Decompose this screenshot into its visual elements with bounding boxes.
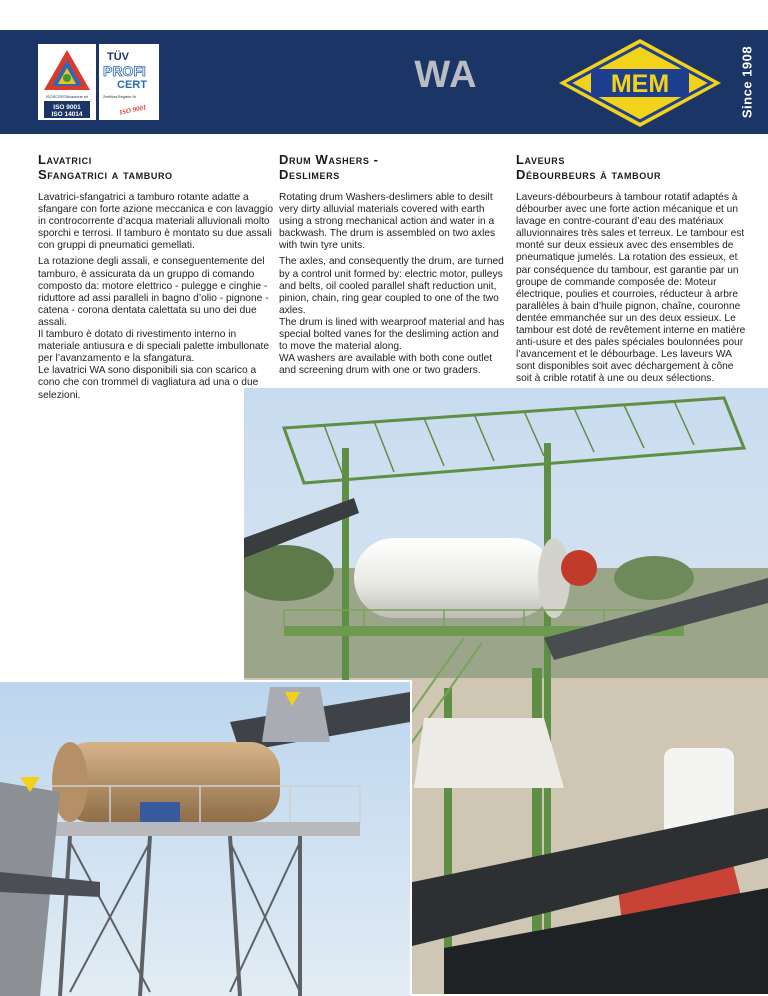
profi-text: PROFI (103, 63, 146, 79)
tuv-register-text: Zertifikat-Register-Nr (103, 95, 137, 99)
drum-washer-installation-photo (0, 680, 412, 996)
iso-certification-logo (38, 44, 96, 120)
since-1908-label: Since 1908 (739, 45, 755, 119)
english-paragraph: The drum is lined with wearproof material and has special bolted vanes for the desliming action and to move the material along. (279, 316, 505, 353)
french-heading-line2: Débourbeurs à tambour (516, 167, 662, 182)
english-heading-line2: Deslimers (279, 167, 340, 182)
mem-text: MEM (610, 70, 670, 98)
italian-paragraph: Le lavatrici WA sono disponibili sia con scarico a cono che con trommel di vagliatura ad una o due selezioni. (38, 365, 259, 401)
italian-heading (38, 152, 276, 182)
tuv-text: TÜV (107, 51, 129, 63)
english-heading-line1: Drum Washers - (279, 152, 379, 167)
english-paragraph: WA washers are available with both cone outlet and screening drum with one or two graders. (279, 353, 493, 377)
italian-heading-line1: Lavatrici (38, 152, 92, 167)
iso-14014-text: ISO 14014 (51, 111, 83, 118)
italian-paragraph: Lavatrici-sfangatrici a tamburo rotante adatte a sfangare con forte azione meccanica e con lavaggio in controcorrente d’acqua materiali alluvionali molto sporchi e terrosi. Il tamburo è montato su due assali con gruppi di pneumatici gemellati. (38, 192, 274, 252)
english-text-column (279, 152, 505, 381)
english-paragraph: Rotating drum Washers-deslimers able to desilt very dirty alluvial materials covered with earth using a strong mechanical action and water in a backwash. The drum is assembled on two axles with twin tyre units. (279, 192, 496, 252)
tuv-profi-cert-logo (99, 44, 159, 120)
cert-text: CERT (117, 79, 147, 91)
italian-paragraph: La rotazione degli assali, e conseguentemente del tamburo, è assicurata da un gruppo di comando composto da: motore elettrico - pulegge e cinghie - riduttore ad assi paralleli in bagno d’olio - pignone - catena - corona dentata calettata su uno dei due assali. (38, 256, 269, 328)
italian-paragraph: Il tamburo è dotato di rivestimento interno in materiale antiusura e di speciali palette imbullonate per l’avanzamento e la sfangatura. (38, 329, 270, 365)
page-title: WA (414, 54, 478, 96)
french-text-column (516, 152, 746, 390)
italian-heading-line2: Sfangatrici a tamburo (38, 167, 173, 182)
english-heading (279, 152, 505, 182)
french-heading-line1: Laveurs (516, 152, 565, 167)
french-heading (516, 152, 746, 182)
italian-text-column (38, 152, 276, 406)
iso-9001-text: ISO 9001 (53, 104, 81, 111)
french-paragraph: Laveurs-débourbeurs à tambour rotatif adaptés à débourber avec une forte action mécanique et un lavage en contre-courant d’eau des matériaux alluvionnaires très sales et terreux. Le tambour est monté sur deux essieux avec des ensembles de pneumatique jumelés. La rotation des essieux, et par conséquence du tambour, est garantie par un groupe de commande composée de: Moteur électrique, poulies et courroies, réducteur à arbre parallèles à bain d’huile pignon, chaîne, couronne dentée emmanchée sur un des deux essieux. Le tambour est doté de revêtement interne en matière anti-usure et des pales spéciales boulonnées pour l’avancement et le débourbage. Les laveurs WA sont disponibles soit avec déchargement à cône soit à crible rotatif à une ou deux sélections. (516, 192, 746, 385)
tuv-iso-text: ISO 9001 (118, 103, 148, 117)
iso-org-text: ISOSCERTificazione srl (45, 94, 89, 99)
header-band (0, 30, 768, 134)
mem-brand-logo (555, 36, 725, 130)
english-paragraph: The axles, and consequently the drum, are turned by a control unit formed by: electric motor, pulleys and belts, oil cooled parallel shaft reduction unit, pinion, chain, ring gear coupled to one of the two axles. (279, 256, 504, 316)
